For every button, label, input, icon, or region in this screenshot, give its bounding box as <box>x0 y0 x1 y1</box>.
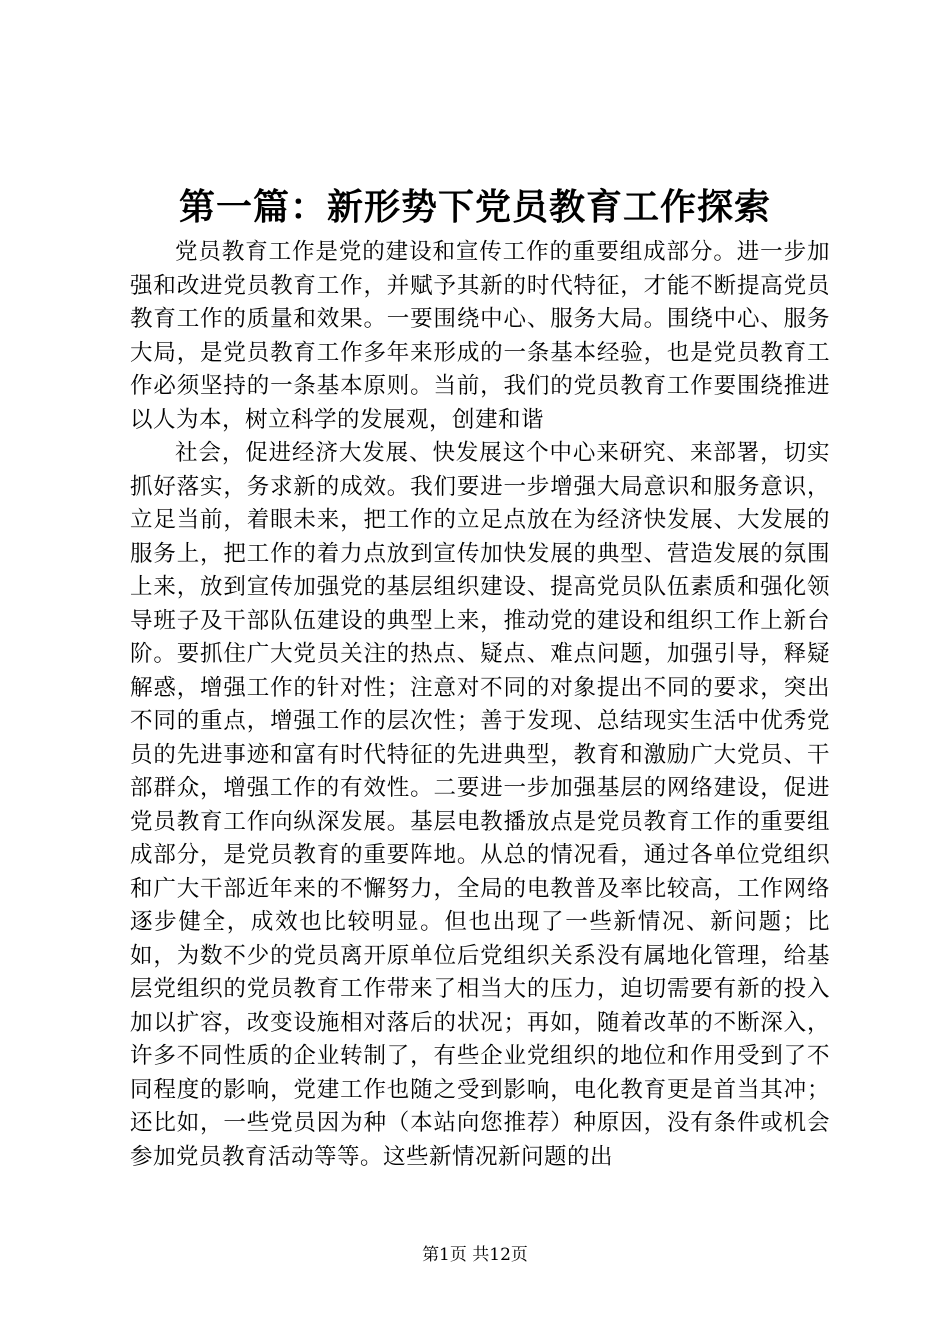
paragraph-1: 党员教育工作是党的建设和宣传工作的重要组成部分。进一步加强和改进党员教育工作，并赋予其新的时代特征，才能不断提高党员教育工作的质量和效果。一要围绕中心、服务大局。围绕中心、服务大局，是党员教育工作多年来形成的一条基本经验，也是党员教育工作必须坚持的一条基本原则。当前，我们的党员教育工作要围绕推进以人为本，树立科学的发展观，创建和谐 <box>130 239 830 433</box>
document-body <box>130 236 830 1174</box>
document-title: 第一篇：新形势下党员教育工作探索 <box>178 186 771 228</box>
paragraph-2: 社会，促进经济大发展、快发展这个中心来研究、来部署，切实抓好落实，务求新的成效。我们要进一步增强大局意识和服务意识，立足当前，着眼未来，把工作的立足点放在为经济快发展、大发展的服务上，把工作的着力点放到宣传加快发展的典型、营造发展的氛围上来，放到宣传加强党的基层组织建设、提高党员队伍素质和强化领导班子及干部队伍建设的典型上来，推动党的建设和组织工作上新台阶。要抓住广大党员关注的热点、疑点、难点问题，加强引导，释疑解惑，增强工作的针对性；注意对不同的对象提出不同的要求，突出不同的重点，增强工作的层次性；善于发现、总结现实生活中优秀党员的先进事迹和富有时代特征的先进典型，教育和激励广大党员、干部群众，增强工作的有效性。二要进一步加强基层的网络建设，促进党员教育工作向纵深发展。基层电教播放点是党员教育工作的重要组成部分，是党员教育的重要阵地。从总的情况看，通过各单位党组织和广大干部近年来的不懈努力，全局的电教普及率比较高，工作网络逐步健全，成效也比较明显。但也出现了一些新情况、新问题；比如，为数不少的党员离开原单位后党组织关系没有属地化管理，给基层党组织的党员教育工作带来了相当大的压力，迫切需要有新的投入加以扩容，改变设施相对落后的状况；再如，随着改革的不断深入，许多不同性质的企业转制了，有些企业党组织的地位和作用受到了不同程度的影响，党建工作也随之受到影响，电化教育更是首当其冲；还比如，一些党员因为种（本站向您推荐）种原因，没有条件或机会参加党员教育活动等等。这些新情况新问题的出 <box>130 440 830 1170</box>
page-number: 第1页 共12页 <box>422 1245 528 1265</box>
